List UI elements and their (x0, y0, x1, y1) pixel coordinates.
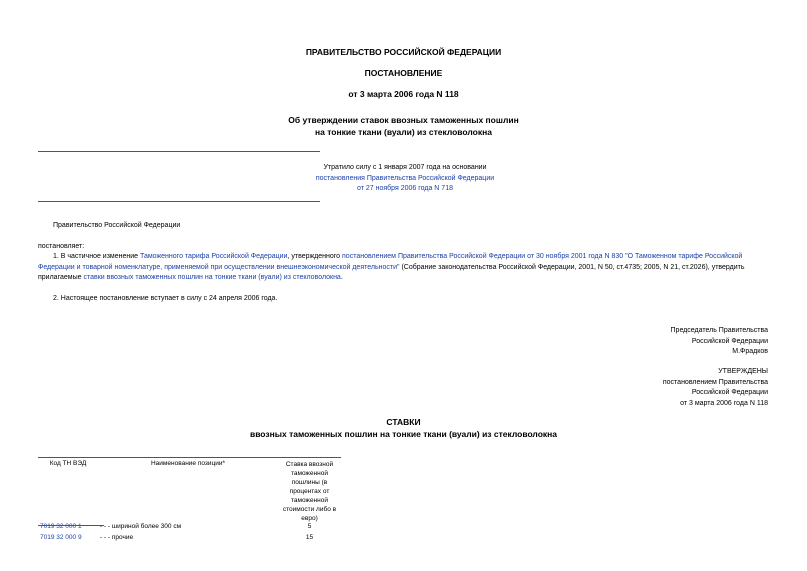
p1-text-4: . (340, 274, 343, 281)
approved-block (663, 367, 768, 409)
rates-subtitle: ввозных таможенных пошлин на тонкие ткани (вуали) из стекловолокна (249, 429, 558, 439)
doc-title-line1: Об утверждении ставок ввозных таможенных пошлин (288, 115, 519, 125)
row-rate: 5 (307, 523, 312, 530)
status-divider-bottom (38, 201, 320, 202)
p1-text-3: (Собрание законодательства Российской Федерации, 2001, N 50, ст.4735; 2005, N 21, ст.2026), утвердить прилагаемые (38, 263, 745, 281)
row-name: - - - шириной более 300 см (100, 523, 182, 530)
doc-date-number: от 3 марта 2006 года N 118 (348, 89, 459, 99)
rates-title: СТАВКИ (386, 417, 421, 427)
row-name: - - - прочие (100, 534, 134, 541)
status-divider-top (38, 151, 320, 152)
row-rate: 15 (305, 534, 314, 541)
government-heading: ПРАВИТЕЛЬСТВО РОССИЙСКОЙ ФЕДЕРАЦИИ (305, 47, 502, 57)
status-note (260, 163, 550, 195)
paragraph-2: 2. Настоящее постановление вступает в силу с 24 апреля 2006 года. (53, 295, 278, 302)
signature-block (671, 326, 768, 358)
signature-name: М.Фрадков (732, 348, 768, 355)
header-name: Наименование позиции* (150, 460, 226, 467)
approved-word: УТВЕРЖДЕНЫ (718, 368, 768, 375)
approved-date: от 3 марта 2006 года N 118 (680, 399, 768, 407)
p1-text-2: , утвержденного (287, 253, 343, 260)
p1-text-1: 1. В частичное изменение (53, 253, 140, 260)
link-decree-830[interactable]: постановлением Правительства Российской Федерации от 30 ноября 2001 года N 830 "О Таможенном тарифе Российской Федерации и товарной номенклатуре, применяемой при осуществлении внешнеэкономической деятельности" (38, 253, 743, 271)
signature-country: Российской Федерации (691, 337, 768, 345)
doc-type-heading: ПОСТАНОВЛЕНИЕ (364, 68, 443, 78)
footnote-rule (38, 525, 104, 526)
decrees-word: постановляет: (38, 243, 85, 250)
link-rates-appendix[interactable]: ставки ввозных таможенных пошлин на тонкие ткани (вуали) из стекловолокна (83, 274, 341, 281)
header-code: Код ТН ВЭД (49, 460, 87, 467)
link-customs-tariff[interactable]: Таможенного тарифа Российской Федерации (140, 253, 288, 260)
rates-table (38, 460, 341, 545)
table-header-row (38, 460, 341, 523)
status-link-date[interactable]: от 27 ноября 2006 года N 718 (357, 185, 453, 192)
header-rate: Ставка ввозной таможенной пошлины (в процентах от таможенной стоимости либо в евро) (282, 461, 337, 522)
status-note-text: Утратило силу с 1 января 2007 года на основании (323, 164, 487, 171)
intro-text: Правительство Российской Федерации (53, 222, 181, 229)
approved-by: постановлением Правительства (662, 378, 768, 386)
row-code[interactable]: 7019 32 000 9 (40, 534, 82, 541)
table-row (38, 534, 341, 545)
row-code[interactable]: 7019 32 000 1 (40, 523, 82, 530)
table-top-rule (38, 457, 341, 458)
paragraph-1 (38, 252, 768, 284)
status-link-decree[interactable]: постановления Правительства Российской Федерации (315, 174, 495, 182)
signature-title: Председатель Правительства (670, 327, 768, 334)
approved-country: Российской Федерации (691, 389, 768, 396)
doc-title-line2: на тонкие ткани (вуали) из стекловолокна (315, 127, 492, 137)
